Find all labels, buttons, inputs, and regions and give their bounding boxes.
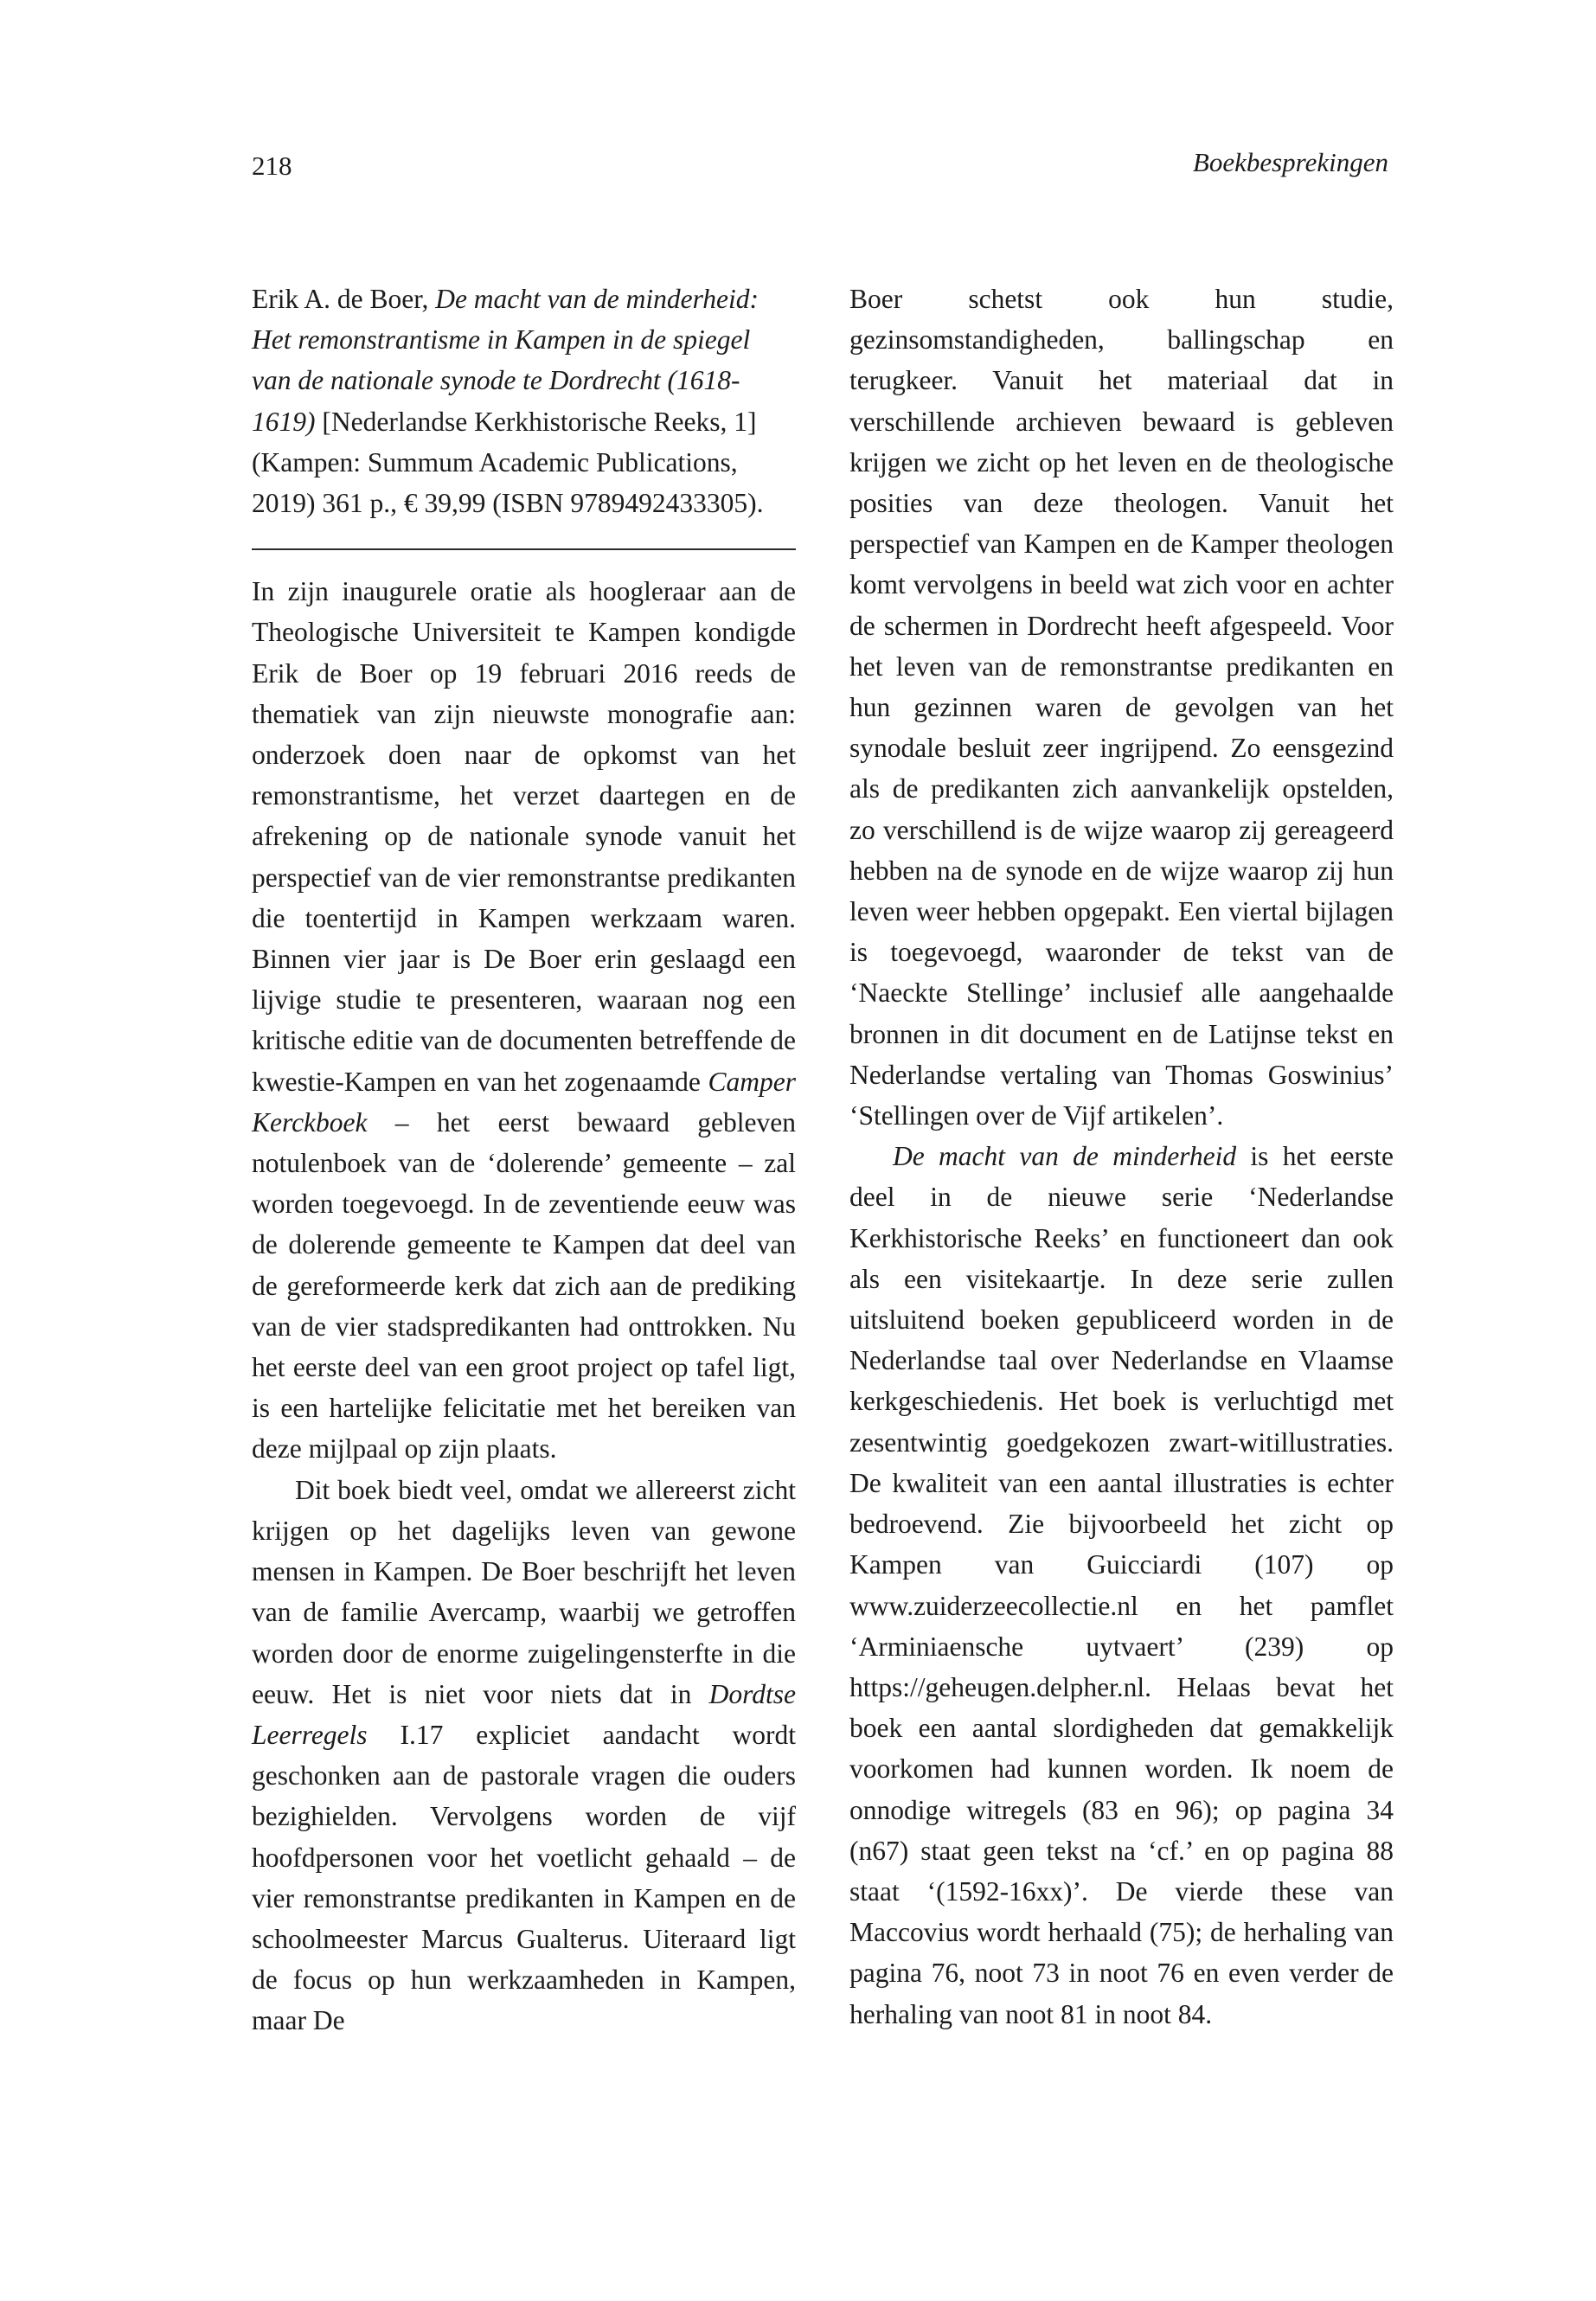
citation-title: De macht van de minderheid: Het remonstrantisme in Kampen in de spiegel van de nationale synode te Dordrecht (1618-1619) (252, 284, 760, 437)
review-paragraph-4: De macht van de minderheid is het eerste deel in de nieuwe serie ‘Nederlandse Kerkhistorische Reeks’ en functioneert dan ook als een visitekaartje. In deze serie zullen uitsluitend boeken gepubliceerd worden in de Nederlandse taal over Nederlandse en Vlaamse kerkgeschiedenis. Het boek is verluchtigd met zesentwintig goedgekozen zwart-witillustraties. De kwaliteit van een aantal illustraties is echter bedroevend. Zie bijvoorbeeld het zicht op Kampen van Guicciardi (107) op www.zuiderzeecollectie.nl en het pamflet ‘Arminiaensche uytvaert’ (239) op https://geheugen.delpher.nl. Helaas bevat het boek een aantal slordigheden dat gemakkelijk voorkomen had kunnen worden. Ik noem de onnodige witregels (83 en 96); op pagina 34 (n67) staat geen tekst na ‘cf.’ en op pagina 88 staat ‘(1592-16xx)’. De vierde these van Maccovius wordt herhaald (75); de herhaling van pagina 76, noot 73 in noot 76 en even verder de herhaling van noot 81 in noot 84. (849, 1141, 1394, 2029)
review-paragraph-3: Boer schetst ook hun studie, gezinsomstandigheden, ballingschap en terugkeer. Vanuit het materiaal dat in verschillende archieven bewaard is gebleven krijgen we zicht op het leven en de theologische posities van deze theologen. Vanuit het perspectief van Kampen en de Kamper theologen komt vervolgens in beeld wat zich voor en achter de schermen in Dordrecht heeft afgespeeld. Voor het leven van de remonstrantse predikanten en hun gezinnen waren de gevolgen van het synodale besluit zeer ingrijpend. Zo eensgezind als de predikanten zich aanvankelijk opstelden, zo verschillend is de wijze waarop zij gereageerd hebben na de synode en de wijze waarop zij hun leven weer hebben opgepakt. Een viertal bijlagen is toegevoegd, waaronder de tekst van de ‘Naeckte Stellinge’ inclusief alle aangehaalde bronnen in dit document en de Latijnse tekst en Nederlandse vertaling van Thomas Goswinius’ ‘Stellingen over de Vijf artikelen’. (849, 284, 1394, 1131)
running-head: Boekbesprekingen (1192, 147, 1388, 177)
citation-author: Erik A. de Boer, (252, 284, 436, 314)
citation-divider (252, 548, 796, 550)
review-paragraph-1: In zijn inaugurele oratie als hoogleraar aan de Theologische Universiteit te Kampen kondigde Erik de Boer op 19 februari 2016 reeds de thematiek van zijn nieuwste monografie aan: onderzoek doen naar de opkomst van het remonstrantisme, het verzet daartegen en de afrekening op de nationale synode vanuit het perspectief van de vier remonstrantse predikanten die toentertijd in Kampen werkzaam waren. Binnen vier jaar is De Boer erin geslaagd een lijvige studie te presenteren, waaraan nog een kritische editie van de documenten betreffende de kwestie-Kampen en van het zogenaamde Camper Kerckboek – het eerst bewaard gebleven notulenboek van de ‘dolerende’ gemeente – zal worden toegevoegd. In de zeventiende eeuw was de dolerende gemeente te Kampen dat deel van de gereformeerde kerk dat zich aan de prediking van de vier stadspredikanten had onttrokken. Nu het eerste deel van een groot project op tafel ligt, is een hartelijke felicitatie met het bereiken van deze mijlpaal op zijn plaats. (252, 576, 796, 1465)
citation-details: [Nederlandse Kerkhistorische Reeks, 1] (Kampen: Summum Academic Publications, 2019) 361 p., € 39,99 (ISBN 9789492433305). (252, 406, 764, 519)
book-citation (252, 279, 796, 523)
review-paragraph-2: Dit boek biedt veel, omdat we allereerst zicht krijgen op het dagelijks leven van gewone mensen in Kampen. De Boer beschrijft het leven van de familie Avercamp, waarbij we getroffen worden door de enorme zuigelingensterfte in die eeuw. Het is niet voor niets dat in Dordtse Leerregels I.17 expliciet aandacht wordt geschonken aan de pastorale vragen die ouders bezighielden. Vervolgens worden de vijf hoofdpersonen voor het voetlicht gehaald – de vier remonstrantse predikanten in Kampen en de schoolmeester Marcus Gualterus. Uiteraard ligt de focus op hun werkzaamheden in Kampen, maar De (252, 1474, 796, 2036)
page-number: 218 (252, 151, 292, 181)
right-column (849, 279, 1394, 2035)
left-column (252, 279, 796, 2041)
